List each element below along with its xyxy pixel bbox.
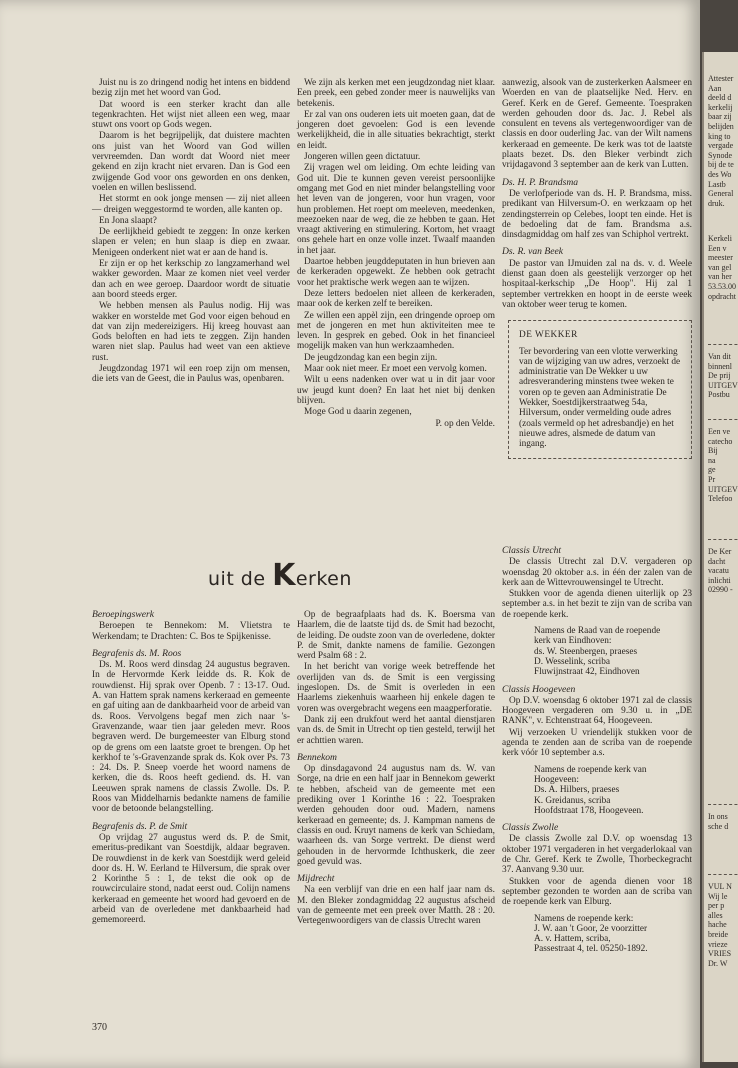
paragraph: Op vrijdag 27 augustus werd ds. P. de Smit, emeritus-predikant van Soestdijk, aldaar begraven. De rouwdienst in de kerk van Soestdijk werd geleid door ds. H. W. Eerland te Hilversum, die sprak over 2 Korinthe 5 : 1, de tekst die ook op de rouwcirculaire stond, nadat eerst oud. Colijn namens kerkeraad en gemeente het woord had gevoerd en de arbeid van de overledene met dankbaarheid had gememoreerd. (92, 832, 290, 926)
facing-page-text-fragment: VUL N (708, 882, 732, 891)
address-line: kerk van Eindhoven: (534, 636, 612, 647)
news-heading: Mijdrecht (297, 873, 335, 885)
facing-page-box-rule (708, 874, 738, 875)
facing-page-text-fragment: Dr. W (708, 958, 728, 968)
facing-page-text-fragment: General (708, 189, 734, 199)
classis-zwolle-text-1: De classis Zwolle zal D.V. op woensdag 13 oktober 1971 vergaderen in het vergaderlokaal van de Chr. Geref. Kerk te Zwolle, Thorbeckegracht 37. Aanvang 9.30 uur. (502, 834, 692, 876)
news-heading: Beroepingswerk (92, 609, 154, 620)
paragraph: We hebben mensen als Paulus nodig. Hij was wakker en worstelde met God voor eigen behoud en dat van zijn medereizigers. Hij kreeg houvast aan Gods beloften en had iets te zeggen. Zijn handen waren niet slap. Paulus had weet van een aktieve rust. (92, 301, 290, 363)
news-heading: Begrafenis ds. P. de Smit (92, 820, 188, 832)
classis-zwolle-text-2: Stukken voor de agenda dienen voor 18 september gezonden te worden aan de scriba van de roepende kerk van Elburg. (502, 876, 692, 908)
facing-page-box-rule (708, 344, 738, 345)
facing-page-text-fragment: Telefoo (708, 494, 733, 504)
facing-page-text-fragment: Synode (708, 150, 732, 160)
article-column-bottom-3 (502, 546, 692, 961)
article-column-top-2 (297, 78, 495, 430)
facing-page-text-fragment: binnenl (708, 361, 732, 371)
address-line: Ds. A. Hilbers, praeses (534, 785, 620, 796)
address-line: Fluwijnstraat 42, Eindhoven (534, 667, 640, 678)
facing-page-text-fragment: vrieze (708, 939, 728, 949)
paragraph: En Jona slaapt? (99, 215, 157, 226)
facing-page-text-fragment: In ons (708, 812, 728, 821)
facing-page-box-rule (708, 539, 738, 540)
paragraph: De eerlijkheid gebiedt te zeggen: In onze kerken slapen er velen; en hun slaap is diep en zwaar. Menigeen onderkent niet wat er aan de hand is. (92, 227, 290, 258)
wekker-notice-body: Ter bevordering van een vlotte verwerking van de wijziging van uw adres, verzoekt de administratie van De Wekker u uw adresverandering minstens twee weken te voren op te geven aan Administratie De Wekker, Soestdijkerstraatweg 54a, Hilversum, onder vermelding oude adres (zoals vermeld op het adresbandje) en het nieuwe adres, alsmede de datum van ingang. (519, 346, 681, 450)
classis-hoogeveen-text-2: Wij verzoeken U vriendelijk stukken voor de agenda te zenden aan de scriba van de roepende kerk vóór 10 september a.s. (502, 727, 692, 759)
paragraph: Daarom is het begrijpelijk, dat duistere machten ons juist van het Woord van God willen vervreemden. Dan wordt dat Woord niet meer gekend en zijn kracht niet ervaren. Dan is God een zwijgende God voor ons geworden en ons denken, voelen en willen beslissend. (92, 131, 290, 193)
mijdrecht-continuation: aanwezig, alsook van de zusterkerken Aalsmeer en Woerden en van de plaatselijke Ned. Herv. en Geref. Kerk en de Geref. Gemeente. Toespraken werden gehouden door ds. Jac. J. Rebel als consulent en tevens als vertegenwoordiger van de classis en door ouderling Jac. van der Wilt namens kerkeraad en gemeente. De kerk was tot de laatste plaats bezet. Ds. den Bleker verbindt zich vrijdagavond 3 september aan de kerk van Lutten. (502, 78, 692, 171)
paragraph: In het bericht van vorige week betreffende het overlijden van ds. de Smit is een vergissing ingeslopen. Ds. de Smit is overleden in een Haarlems ziekenhuis waarheen hij enkele dagen te voren was overgebracht wegens een maagperforatie. (297, 662, 495, 714)
paragraph: Deze letters bedoelen niet alleen de kerkeraden, maar ook de kerken zelf te bereiken. (297, 288, 495, 310)
facing-page-text-fragment: UITGEV (708, 484, 738, 494)
address-line: Hoogeveen: (534, 774, 579, 785)
facing-page-text-fragment: breide (708, 930, 728, 939)
classis-utrecht-address (534, 626, 692, 677)
facing-page-text-fragment: vacatu (708, 566, 729, 576)
paragraph: Juist nu is zo dringend nodig het intens en biddend bezig zijn met het woord van God. (92, 78, 290, 99)
paragraph: Er zijn er op het kerkschip zo langzamerhand wel wakker geworden. Maar ze komen niet veel verder dan ach en wee geroep. Daardoor wordt de situatie aan boord steeds erger. (92, 259, 290, 300)
facing-page-text-fragment: bij de te (708, 160, 734, 170)
facing-page-text-fragment: 02990 - (708, 585, 733, 595)
facing-page-text-fragment: UITGEV (708, 380, 738, 390)
facing-page-text-fragment: druk. (708, 198, 725, 208)
news-heading: Begrafenis ds. M. Roos (92, 647, 182, 659)
facing-page-text-fragment: 53.53.00 (708, 282, 736, 291)
news-heading: Bennekom (297, 751, 337, 763)
facing-page-text-fragment: Attester (708, 74, 734, 83)
article-signature: P. op den Velde. (435, 418, 495, 429)
facing-page-text-fragment: na (708, 455, 716, 465)
section-heading-initial: K (272, 558, 296, 593)
classis-hoogeveen-address (534, 765, 692, 816)
address-line: Namens de Raad van de roepende (534, 626, 661, 637)
paragraph: Moge God u daarin zegenen, (304, 407, 412, 418)
article-column-top-1 (92, 78, 290, 386)
paragraph: Het stormt en ook jonge mensen — zij niet alleen — dreigen weggestormd te worden, alle kanten op. (92, 194, 290, 215)
classis-utrecht-text-1: De classis Utrecht zal D.V. vergaderen op woensdag 20 oktober a.s. in één der zalen van de kerk aan de Wittevrouwensingel te Utrecht. (502, 557, 692, 588)
facing-page-text-fragment: Kerkeli (708, 234, 732, 243)
facing-page-text-fragment: Een v (708, 243, 727, 253)
facing-page-text-fragment: van her (708, 272, 732, 282)
facing-page-text-fragment: Lastb (708, 179, 726, 189)
paragraph: Na een verblijf van drie en een half jaar nam ds. M. den Bleker zondagmiddag 22 augustus afscheid van de gemeente met een preek over Matth. 28 : 20. Vertegenwoordigers van de classis Utrecht waren (297, 885, 495, 927)
paragraph: Ds. M. Roos werd dinsdag 24 augustus begraven. In de Hervormde Kerk leidde ds. R. Kok de rouwdienst. Hij sprak over Openb. 7 : 13-17. Oud. A. van Hattem sprak namens kerkeraad en gemeente en gaf uiting aan de dankbaarheid voor de arbeid van ds. Roos. Vervolgens begaf men zich naar 's-Gravenzande, waar tien jaar geleden mevr. Roos begraven werd. De burgemeester van Elburg stond op de grens om een laatste groet te brengen. Op het kerkhof te 's-Gravenzande sprak ds. Kok over Ps. 73 : 24. Ds. P. Sneep voerde het woord namens de kerken, die ds. Roos heeft gediend. ds. H. van Leeuwen sprak namens de classis Zwolle. Ds. P. Roos van Middelharnis bedankte namens de familie voor de betoonde belangstelling. (92, 660, 290, 815)
paragraph: Ze willen een appèl zijn, een dringende oproep om met de jongeren en met hun aktiviteiten mee te leven. In gesprek en gebed. Ook in het financieel mogelijk maken van hun werkzaamheden. (297, 310, 495, 352)
section-heading (208, 558, 408, 592)
facing-page-text-fragment: De Ker (708, 547, 732, 556)
paragraph: Beroepen te Bennekom: M. Vlietstra te Werkendam; te Drachten: C. Bos te Spijkenisse. (92, 621, 290, 642)
facing-page-text-fragment: dacht (708, 556, 726, 566)
address-line: Namens de roepende kerk van (534, 764, 647, 775)
facing-page-text-fragment: catecho (708, 436, 733, 446)
facing-page-text-fragment: belijden (708, 122, 734, 131)
paragraph: Daartoe hebben jeugddeputaten in hun brieven aan de kerkeraden opgewekt. Ze hebben ook getracht voor het praktische werk wegen aan te wijzen. (297, 257, 495, 288)
facing-page-text-fragment: Wij le (708, 891, 728, 901)
facing-page-box-rule (708, 419, 738, 420)
facing-page-text-fragment: van gel (708, 262, 732, 272)
facing-page-text-fragment: alles (708, 910, 723, 920)
address-line: ds. W. Steenbergen, praeses (534, 646, 638, 657)
facing-page-text-fragment: Pr (708, 475, 716, 484)
facing-page-text-fragment: deeld d (708, 93, 732, 103)
paragraph: Op dinsdagavond 24 augustus nam ds. W. van Sorge, na drie en een half jaar in Bennekom gewerkt te hebben, afscheid van de gemeente met een prediking over 1 Korinthe 16 : 22. Toespraken werden gehouden door oud. Madern, namens kerkeraad en gemeente; ds. J. Kampman namens de classis en oud. Kruyt namens de kerk van Schiedam, waarheen ds. van Sorge vertrekt. De dienst werd gehouden in de hervormde Ichthuskerk, die zeer goed gevuld was. (297, 764, 495, 867)
address-line: Namens de roepende kerk: (534, 913, 634, 924)
address-line: D. Wesselink, scriba (534, 656, 611, 667)
news-heading-classis-hoogeveen: Classis Hoogeveen (502, 683, 576, 695)
article-column-bottom-2 (297, 610, 495, 928)
news-text-van-beek: De pastor van IJmuiden zal na ds. v. d. Weele dienst gaan doen als geestelijk verzorger op het hospitaal-kerkschip „De Hoop". Hij zal 1 september vertrekken en hoopt in de eerste week van oktober weer terug te komen. (502, 258, 692, 310)
paragraph: Dat woord is een sterker kracht dan alle tegenkrachten. Het wijst niet alleen een weg, maar stuwt ons voort op Gods wegen. (92, 99, 290, 131)
paragraph: De jeugdzondag kan een begin zijn. (304, 352, 438, 363)
facing-page-text-fragment: hache (708, 920, 727, 930)
article-column-top-3 (502, 78, 692, 467)
facing-page-text-fragment: des Wo (708, 170, 732, 179)
page-number: 370 (92, 1022, 107, 1033)
facing-page-text-fragment: opdracht (708, 291, 736, 301)
classis-zwolle-address (534, 914, 692, 955)
facing-page-text-fragment: kerkelij (708, 102, 733, 112)
facing-page-text-fragment: meester (708, 253, 733, 263)
facing-page-text-fragment: Postbu (708, 390, 730, 400)
news-heading-classis-utrecht: Classis Utrecht (502, 545, 562, 556)
facing-page-text-fragment: Van dit (708, 352, 731, 361)
news-text-brandsma: De verlofperiode van ds. H. P. Brandsma, miss. predikant van Hilversum-O. en werkzaam op het zendingsterrein op Celebes, loopt ten einde. Het is de bedoeling dat de fam. Brandsma a.s. dinsdagmiddag om half zes van Schiphol vertrekt. (502, 188, 692, 241)
facing-page-text-fragment: sche d (708, 821, 729, 831)
facing-page-box-rule (708, 804, 738, 805)
facing-page-text-fragment: Aan (708, 83, 722, 93)
facing-page-text-fragment: VRIES (708, 949, 732, 959)
news-heading-classis-zwolle: Classis Zwolle (502, 822, 559, 834)
wekker-notice-box (508, 320, 692, 458)
classis-hoogeveen-text-1: Op D.V. woensdag 6 oktober 1971 zal de classis Hoogeveen vergaderen om 9.30 u. in „DE RANK", v. Echtenstraat 64, Hoogeveen. (502, 695, 692, 727)
paragraph: Op de begraafplaats had ds. K. Boersma van Haarlem, die de laatste tijd ds. de Smit had bezocht, de leiding. De oudste zoon van de overledene, dokter P. de Smit, dankte namens de familie. Gezongen werd Psalm 68 : 2. (297, 610, 495, 662)
section-heading-prefix: uit de (208, 568, 273, 590)
facing-page-text-fragment: De prij (708, 371, 731, 381)
paragraph: Dank zij een drukfout werd het aantal dienstjaren van ds. de Smit in Utrecht op tien gesteld, terwijl het er achttien waren. (297, 714, 495, 746)
paragraph: Zij vragen wel om leiding. Om echte leiding van God uit. Die te kunnen geven vereist persoonlijke omgang met God en niet minder belangstelling voor het leven van de jongeren, voor hun vragen, voor hun problemen. Het roept om meeleven, meedenken, meezoeken naar de weg, die ze hebben te gaan. Het vraagt aktivering en stimulering. Kortom, het vraagt ons gehele hart en onze volle inzet. Twaalf maanden in het jaar. (297, 163, 495, 256)
paragraph: We zijn als kerken met een jeugdzondag niet klaar. Een preek, een gebed zonder meer is nauwelijks van betekenis. (297, 78, 495, 109)
facing-page-text-fragment: baar zij (708, 112, 732, 122)
facing-page-text-fragment: king to (708, 131, 731, 141)
facing-page-text-fragment: inlichti (708, 575, 731, 585)
paragraph: Maar ook niet meer. Er moet een vervolg komen. (304, 364, 487, 375)
address-line: Hoofdstraat 178, Hoogeveen. (534, 805, 644, 816)
address-line: K. Greidanus, scriba (534, 795, 611, 806)
address-line: J. W. aan 't Goor, 2e voorzitter (534, 923, 648, 934)
section-heading-rest: erken (295, 568, 352, 590)
facing-page-text-fragment: Bij (708, 446, 718, 456)
address-line: Passestraat 4, tel. 05250-1892. (534, 944, 648, 955)
address-line: A. v. Hattem, scriba, (534, 934, 611, 945)
article-column-bottom-1 (92, 610, 290, 927)
facing-page-text-fragment: Een ve (708, 427, 730, 436)
news-heading-brandsma: Ds. H. P. Brandsma (502, 176, 579, 188)
paragraph: Er zal van ons ouderen iets uit moeten gaan, dat de jongeren doet gevoelen: God is een levende werkelijkheid, die in alle situaties bekrachtigt, sterkt en leidt. (297, 109, 495, 151)
facing-page-text-fragment: per p (708, 901, 725, 911)
wekker-notice-title: DE WEKKER (519, 330, 578, 341)
paragraph: Jeugdzondag 1971 wil een roep zijn om mensen, die iets van de Geest, die in Paulus was, openbaren. (92, 364, 290, 385)
facing-page-text-fragment: vergade (708, 141, 734, 151)
classis-utrecht-text-2: Stukken voor de agenda dienen uiterlijk op 23 september a.s. in het bezit te zijn van de scriba van de roepende kerk. (502, 589, 692, 620)
facing-page-text-fragment: ge (708, 465, 716, 475)
news-heading-van-beek: Ds. R. van Beek (502, 246, 564, 258)
facing-page-edge (702, 52, 738, 1062)
paragraph: Jongeren willen geen dictatuur. (304, 152, 421, 163)
paragraph: Wilt u eens nadenken over wat u in dit jaar voor uw jeugd kunt doen? En laat het niet bij denken blijven. (297, 375, 495, 406)
